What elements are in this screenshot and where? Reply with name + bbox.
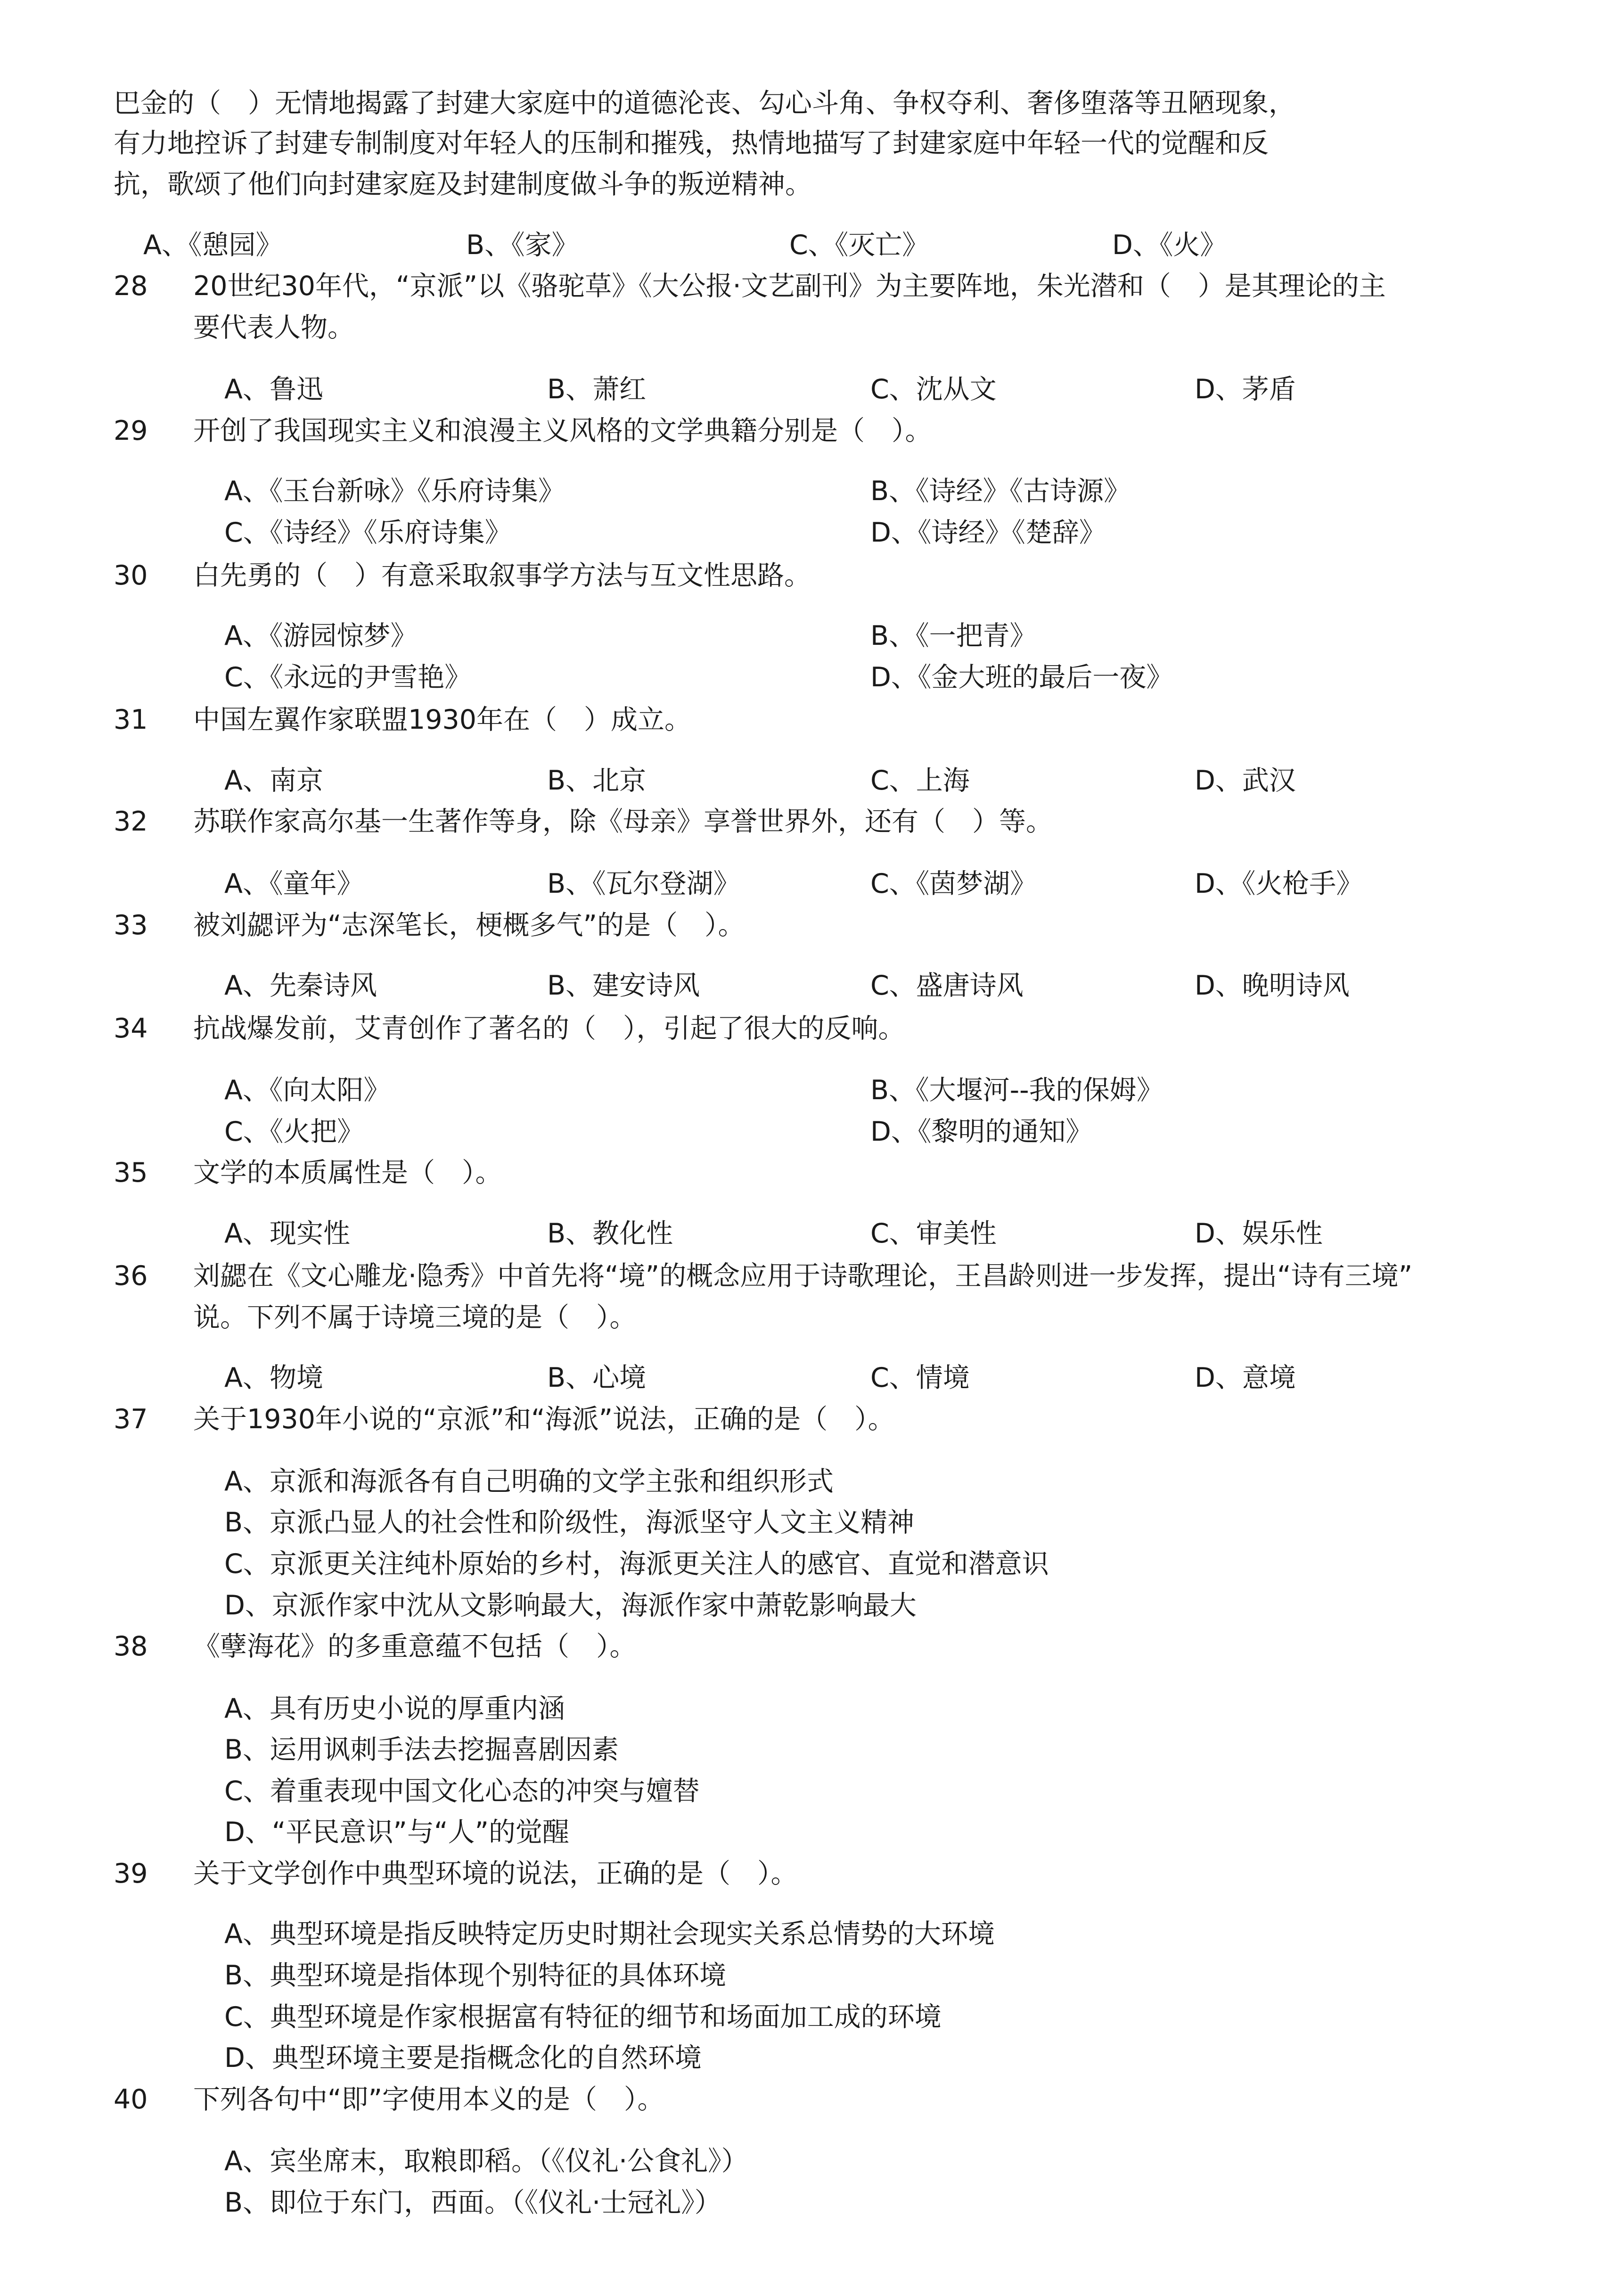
option-a: A、《向太阳》 [224, 1075, 391, 1106]
option-c: C、典型环境是作家根据富有特征的细节和场面加工成的环境 [224, 2001, 942, 2033]
option-d: D、晚明诗风 [1195, 970, 1350, 1001]
option-a: A、宾坐席末，取粮即稻。（《仪礼·公食礼》） [224, 2146, 748, 2177]
question-number: 33 [114, 910, 148, 941]
option-d: D、京派作家中沈从文影响最大，海派作家中萧乾影响最大 [224, 1590, 917, 1621]
option-c: C、盛唐诗风 [870, 970, 1024, 1001]
question-number: 30 [114, 560, 148, 591]
question-stem: 关于1930年小说的“京派”和“海派”说法，正确的是（ ）。 [193, 1404, 895, 1435]
option-a: A、《憩园》 [143, 230, 283, 261]
option-c: C、上海 [870, 765, 970, 796]
question-number: 35 [114, 1157, 148, 1188]
option-d: D、意境 [1195, 1362, 1296, 1393]
option-b: B、《诗经》《古诗源》 [870, 476, 1131, 507]
option-d: D、《火》 [1112, 230, 1227, 261]
option-c: C、《诗经》《乐府诗集》 [224, 517, 512, 548]
option-b: B、京派凸显人的社会性和阶级性，海派坚守人文主义精神 [224, 1507, 915, 1538]
option-c: C、审美性 [870, 1218, 997, 1249]
question-stem: 下列各句中“即”字使用本义的是（ ）。 [193, 2084, 664, 2115]
question-stem: 抗战爆发前，艾青创作了著名的（ ），引起了很大的反响。 [193, 1013, 905, 1044]
option-a: A、物境 [224, 1362, 323, 1393]
option-b: B、《一把青》 [870, 620, 1037, 651]
stem-line: 有力地控诉了封建专制制度对年轻人的压制和摧残，热情地描写了封建家庭中年轻一代的觉醒和反 [114, 128, 1269, 159]
option-b: B、心境 [547, 1362, 647, 1393]
question-stem: 开创了我国现实主义和浪漫主义风格的文学典籍分别是（ ）。 [193, 415, 932, 446]
stem-line: 巴金的（ ）无情地揭露了封建大家庭中的道德沦丧、勾心斗角、争权夺利、奢侈堕落等丑陋现象， [114, 88, 1295, 119]
option-b: B、萧红 [547, 374, 647, 405]
option-c: C、《灭亡》 [789, 230, 929, 261]
question-number: 37 [114, 1404, 148, 1435]
option-c: C、着重表现中国文化心态的冲突与嬗替 [224, 1776, 700, 1807]
option-a: A、典型环境是指反映特定历史时期社会现实关系总情势的大环境 [224, 1918, 995, 1950]
option-c: C、京派更关注纯朴原始的乡村，海派更关注人的感官、直觉和潜意识 [224, 1548, 1049, 1580]
option-b: B、北京 [547, 765, 647, 796]
option-d: D、《诗经》《楚辞》 [870, 517, 1106, 548]
option-a: A、京派和海派各有自己明确的文学主张和组织形式 [224, 1466, 834, 1497]
question-stem: 白先勇的（ ）有意采取叙事学方法与互文性思路。 [193, 560, 811, 591]
question-number: 29 [114, 415, 148, 446]
question-stem: 苏联作家高尔基一生著作等身，除《母亲》享誉世界外，还有（ ）等。 [193, 806, 1053, 837]
question-stem: 刘勰在《文心雕龙·隐秀》中首先将“境”的概念应用于诗歌理论，王昌龄则进一步发挥，提出“诗有三境” [193, 1260, 1413, 1292]
option-d: D、典型环境主要是指概念化的自然环境 [224, 2042, 702, 2074]
question-number: 36 [114, 1260, 148, 1292]
option-b: B、教化性 [547, 1218, 673, 1249]
option-a: A、《童年》 [224, 868, 364, 899]
option-c: C、《永远的尹雪艳》 [224, 662, 472, 693]
question-number: 38 [114, 1631, 148, 1662]
option-a: A、先秦诗风 [224, 970, 377, 1001]
option-b: B、建安诗风 [547, 970, 700, 1001]
option-a: A、《玉台新咏》《乐府诗集》 [224, 476, 565, 507]
option-a: A、具有历史小说的厚重内涵 [224, 1693, 565, 1724]
question-stem: 关于文学创作中典型环境的说法，正确的是（ ）。 [193, 1858, 798, 1889]
question-number: 39 [114, 1858, 148, 1889]
option-a: A、现实性 [224, 1218, 350, 1249]
question-stem: 被刘勰评为“志深笔长，梗概多气”的是（ ）。 [193, 910, 745, 941]
option-c: C、沈从文 [870, 374, 997, 405]
option-b: B、《家》 [466, 230, 579, 261]
question-number: 40 [114, 2084, 148, 2115]
question-number: 32 [114, 806, 148, 837]
question-stem: 要代表人物。 [193, 312, 354, 343]
option-b: B、《大堰河--我的保姆》 [870, 1075, 1163, 1106]
option-d: D、《火枪手》 [1195, 868, 1363, 899]
option-c: C、《茵梦湖》 [870, 868, 1037, 899]
stem-line: 抗，歌颂了他们向封建家庭及封建制度做斗争的叛逆精神。 [114, 169, 812, 200]
option-a: A、南京 [224, 765, 323, 796]
option-b: B、运用讽刺手法去挖掘喜剧因素 [224, 1734, 619, 1765]
option-a: A、《游园惊梦》 [224, 620, 418, 651]
question-stem: 《孽海花》的多重意蕴不包括（ ）。 [193, 1631, 637, 1662]
option-d: D、“平民意识”与“人”的觉醒 [224, 1817, 570, 1848]
question-number: 31 [114, 704, 148, 735]
option-d: D、《黎明的通知》 [870, 1116, 1093, 1147]
option-d: D、《金大班的最后一夜》 [870, 662, 1173, 693]
option-d: D、茅盾 [1195, 374, 1296, 405]
question-stem: 中国左翼作家联盟1930年在（ ）成立。 [193, 704, 692, 735]
option-b: B、即位于东门，西面。（《仪礼·士冠礼》） [224, 2187, 721, 2218]
question-stem: 20世纪30年代，“京派”以《骆驼草》《大公报·文艺副刊》为主要阵地，朱光潜和（ ）是其理论的主 [193, 271, 1386, 302]
option-b: B、典型环境是指体现个别特征的具体环境 [224, 1960, 727, 1991]
option-c: C、情境 [870, 1362, 970, 1393]
option-d: D、娱乐性 [1195, 1218, 1323, 1249]
question-number: 34 [114, 1013, 148, 1044]
option-d: D、武汉 [1195, 765, 1296, 796]
option-a: A、鲁迅 [224, 374, 323, 405]
question-number: 28 [114, 271, 148, 302]
question-stem: 文学的本质属性是（ ）。 [193, 1157, 502, 1188]
option-b: B、《瓦尔登湖》 [547, 868, 740, 899]
question-stem: 说。下列不属于诗境三境的是（ ）。 [193, 1302, 637, 1333]
option-c: C、《火把》 [224, 1116, 364, 1147]
